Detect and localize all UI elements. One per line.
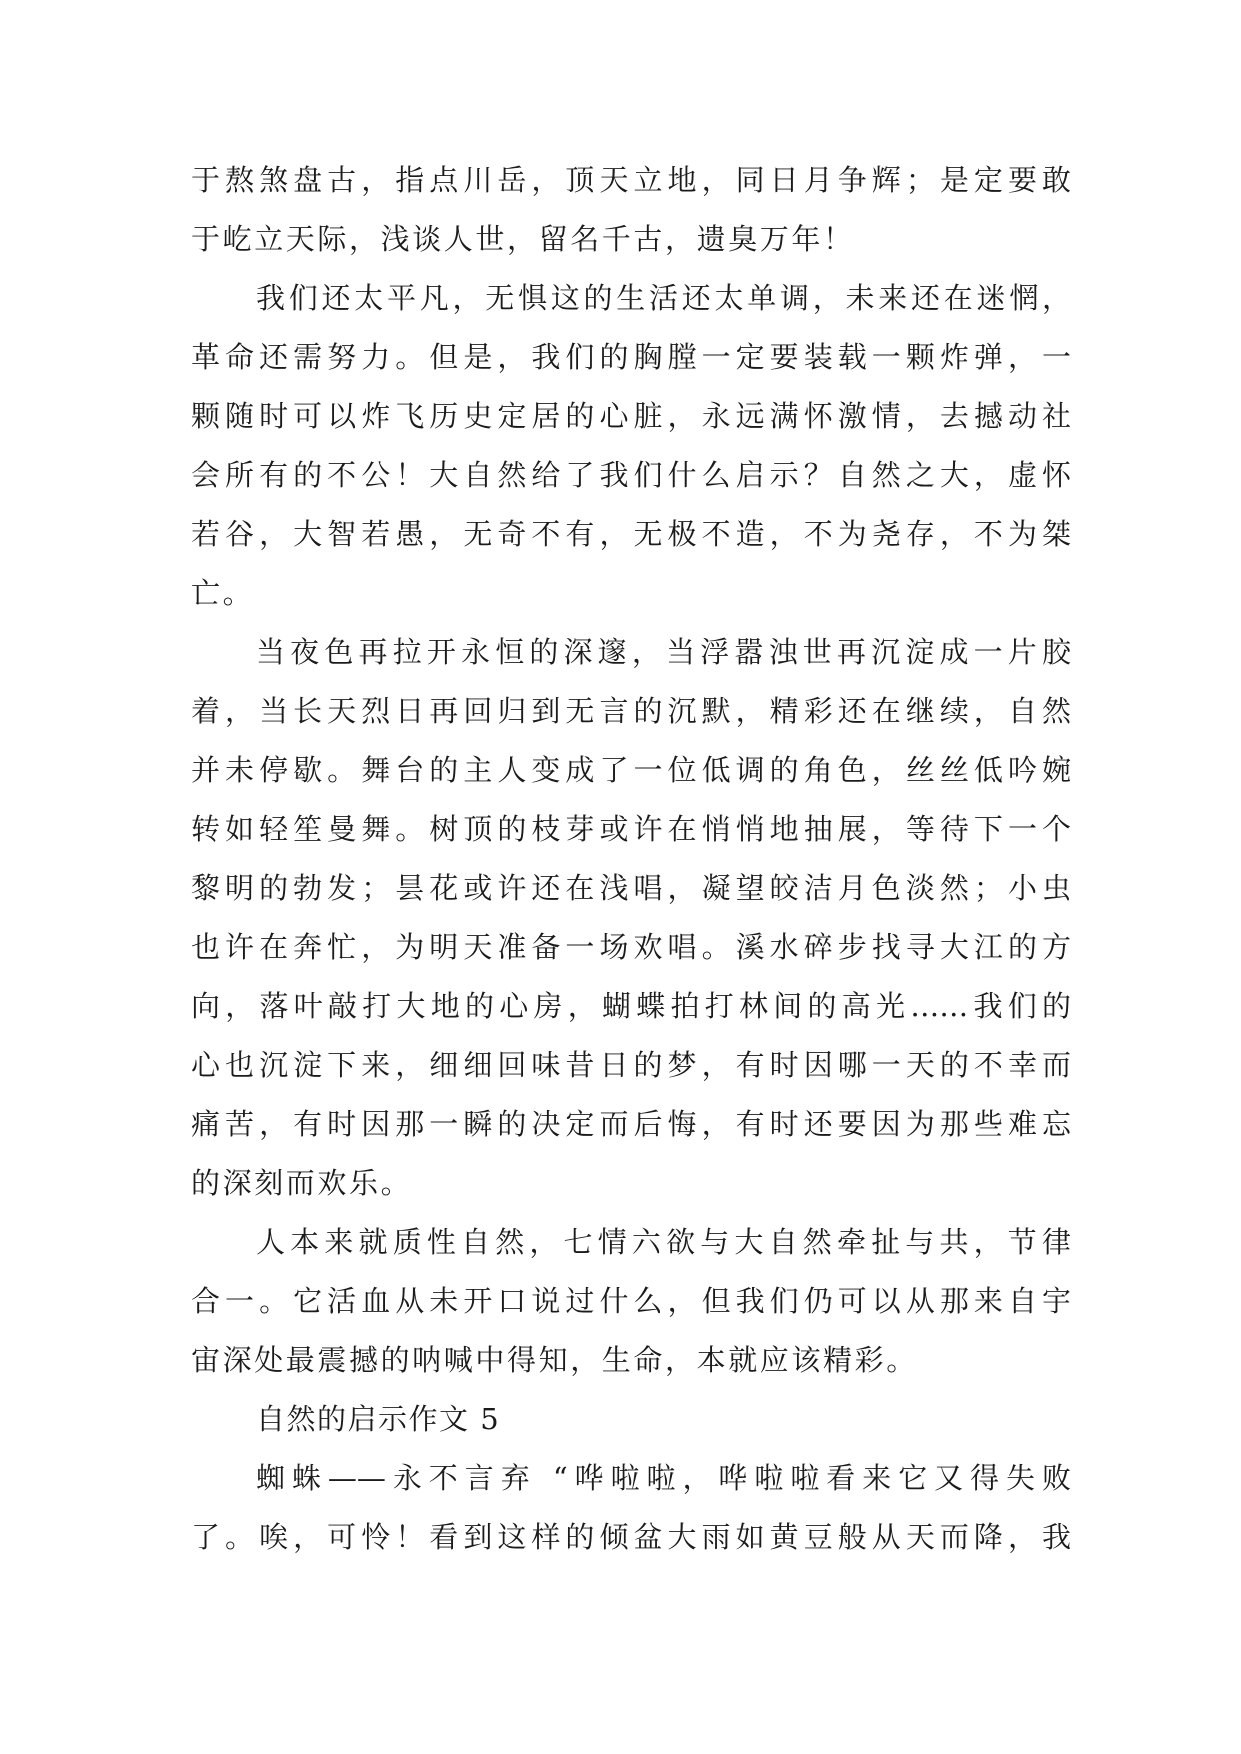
text-line: 并未停歇。舞台的主人变成了一位低调的角色，丝丝低吟婉	[191, 753, 1071, 787]
paragraph-first-line: 我们还太平凡，无惧这的生活还太单调，未来还在迷惘，	[256, 281, 1071, 315]
text-line: 于屹立天际，浅谈人世，留名千古，遗臭万年！	[191, 222, 855, 256]
text-line: 亡。	[191, 576, 255, 610]
text-line: 着，当长天烈日再回归到无言的沉默，精彩还在继续，自然	[191, 694, 1071, 728]
text-line: 宙深处最震撼的呐喊中得知，生命，本就应该精彩。	[191, 1343, 918, 1377]
text-line: 痛苦，有时因那一瞬的决定而后悔，有时还要因为那些难忘	[191, 1107, 1071, 1141]
text-line: 向，落叶敲打大地的心房，蝴蝶拍打林间的高光……我们的	[191, 989, 1071, 1023]
text-line: 心也沉淀下来，细细回味昔日的梦，有时因哪一天的不幸而	[191, 1048, 1071, 1082]
text-line: 也许在奔忙，为明天准备一场欢唱。溪水碎步找寻大江的方	[191, 930, 1071, 964]
section-heading: 自然的启示作文 5	[256, 1402, 501, 1436]
text-line: 颗随时可以炸飞历史定居的心脏，永远满怀激情，去撼动社	[191, 399, 1071, 433]
paragraph-first-line: 人本来就质性自然，七情六欲与大自然牵扯与共，节律	[256, 1225, 1071, 1259]
paragraph-first-line: 当夜色再拉开永恒的深邃，当浮嚣浊世再沉淀成一片胶	[256, 635, 1071, 669]
text-line: 革命还需努力。但是，我们的胸膛一定要装载一颗炸弹，一	[191, 340, 1071, 374]
paragraph-first-line: 蜘蛛——永不言弃 “哗啦啦，哗啦啦看来它又得失败	[256, 1461, 1071, 1495]
text-line: 转如轻笙曼舞。树顶的枝芽或许在悄悄地抽展，等待下一个	[191, 812, 1071, 846]
text-line: 于熬煞盘古，指点川岳，顶天立地，同日月争辉；是定要敢	[191, 163, 1071, 197]
text-line: 会所有的不公！大自然给了我们什么启示？自然之大，虚怀	[191, 458, 1071, 492]
text-line: 了。唉，可怜！看到这样的倾盆大雨如黄豆般从天而降，我	[191, 1520, 1071, 1554]
text-line: 的深刻而欢乐。	[191, 1166, 413, 1200]
text-line: 黎明的勃发；昙花或许还在浅唱，凝望皎洁月色淡然；小虫	[191, 871, 1071, 905]
text-line: 合一。它活血从未开口说过什么，但我们仍可以从那来自宇	[191, 1284, 1071, 1318]
text-line: 若谷，大智若愚，无奇不有，无极不造，不为尧存，不为桀	[191, 517, 1071, 551]
